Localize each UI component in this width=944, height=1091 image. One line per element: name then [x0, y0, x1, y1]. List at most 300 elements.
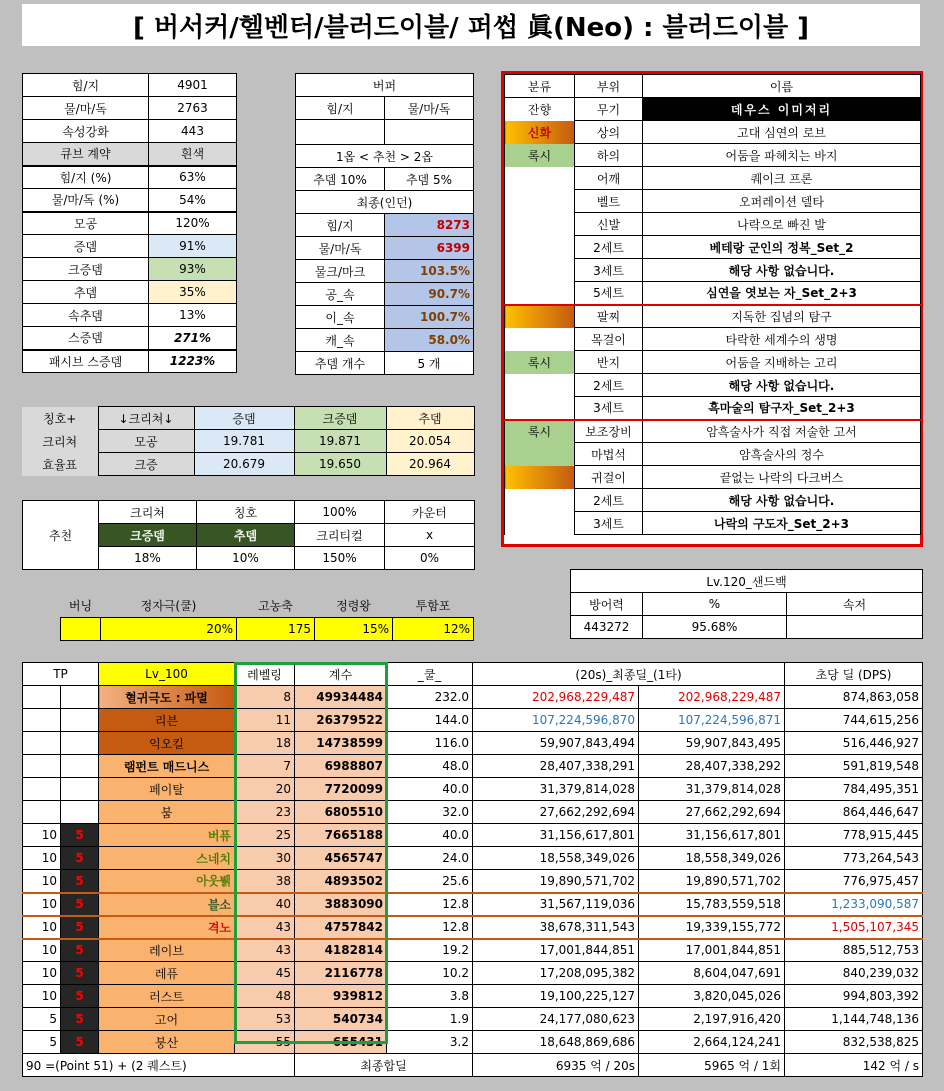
- skill-tp: 5: [23, 1031, 61, 1054]
- skill-name: 레이브: [99, 939, 235, 962]
- equipment-table: [504, 74, 921, 535]
- skill-dps: 994,803,392: [785, 985, 923, 1008]
- skill-leveling: 43: [235, 916, 295, 939]
- skill-cooldown: 3.8: [387, 985, 473, 1008]
- burn-v0: [61, 617, 101, 640]
- skill-damage-1hit: 202,968,229,487: [639, 686, 785, 709]
- crit-c2: 효율표: [22, 453, 98, 476]
- equip-category: [505, 259, 575, 282]
- equip-name[interactable]: 어둠을 파헤치는 바지: [643, 144, 921, 167]
- skill-cooldown: 12.8: [387, 893, 473, 916]
- skill-leveling: 48: [235, 985, 295, 1008]
- skill-cooldown: 32.0: [387, 801, 473, 824]
- burn-h2: 고농축: [237, 594, 315, 617]
- skill-tp-level: 5: [61, 893, 99, 916]
- equip-slot: 벨트: [575, 190, 643, 213]
- buffer-row-label: 이_속: [296, 306, 385, 329]
- buffer-row-label: 물/마/독: [296, 237, 385, 260]
- skill-cooldown: 25.6: [387, 870, 473, 893]
- skill-cooldown: 24.0: [387, 847, 473, 870]
- skill-cooldown: 40.0: [387, 778, 473, 801]
- skill-name: 페이탈: [99, 778, 235, 801]
- rec-h1: 칭호: [197, 501, 295, 524]
- equip-slot: 5세트: [575, 282, 643, 305]
- skill-cooldown: 3.2: [387, 1031, 473, 1054]
- skill-tp: [23, 709, 61, 732]
- buffer-v1: [296, 120, 385, 145]
- skill-tp: 5: [23, 1008, 61, 1031]
- buffer-row-value: 58.0%: [385, 329, 474, 352]
- burn-v1: 20%: [101, 617, 237, 640]
- buffer-row-value: 8273: [385, 214, 474, 237]
- stat-value: 2763: [149, 97, 237, 120]
- skill-coef: 4893502: [295, 870, 387, 893]
- skill-leveling: 20: [235, 778, 295, 801]
- stat-value: 13%: [149, 304, 237, 327]
- skill-leveling: 30: [235, 847, 295, 870]
- buffer-choice-1: 추뎀 10%: [296, 168, 385, 191]
- equip-category: [505, 167, 575, 190]
- equip-name[interactable]: 퀘이크 프론: [643, 167, 921, 190]
- buffer-row-value: 100.7%: [385, 306, 474, 329]
- skill-damage-20s: 27,662,292,694: [473, 801, 639, 824]
- skill-tp-level: [61, 686, 99, 709]
- stat-value: 63%: [149, 166, 237, 189]
- skill-name: 붕산: [99, 1031, 235, 1054]
- rec-label: 추천: [23, 501, 99, 570]
- skill-dps: 874,863,058: [785, 686, 923, 709]
- skill-coef: 6805510: [295, 801, 387, 824]
- equip-category: [505, 466, 575, 489]
- skill-coef: 4182814: [295, 939, 387, 962]
- equip-category: [505, 190, 575, 213]
- skill-leveling: 7: [235, 755, 295, 778]
- skill-tp-level: [61, 801, 99, 824]
- skill-coef: 4757842: [295, 916, 387, 939]
- equip-category: 잔향: [505, 98, 575, 121]
- stats-table: [22, 73, 237, 373]
- rec-v1-3: x: [385, 524, 475, 547]
- skill-name: 아웃뷁: [99, 870, 235, 893]
- burn-h3: 정령왕: [315, 594, 393, 617]
- equip-category: 록시: [505, 144, 575, 167]
- skill-dps: 840,239,032: [785, 962, 923, 985]
- buffer-count: 5 개: [385, 352, 474, 375]
- burn-v4: 12%: [393, 617, 474, 640]
- skill-tp-level: [61, 755, 99, 778]
- skill-dps: 1,144,748,136: [785, 1008, 923, 1031]
- skill-tp: 10: [23, 962, 61, 985]
- equip-name[interactable]: 끝없는 나락의 다크버스: [643, 466, 921, 489]
- skill-damage-1hit: 19,890,571,702: [639, 870, 785, 893]
- skill-tp-level: 5: [61, 1031, 99, 1054]
- crit-h0: ↓크리쳐↓: [98, 407, 194, 430]
- skill-name: 스네치: [99, 847, 235, 870]
- rec-v2-0: 18%: [99, 547, 197, 570]
- skills-footer-points: 90 =(Point 51) + (2 퀘스트): [23, 1054, 295, 1077]
- equip-category: 록시: [505, 420, 575, 443]
- sandbag-h0: 방어력: [571, 593, 643, 616]
- buffer-header: 버퍼: [296, 74, 474, 97]
- stat-value: 1223%: [149, 350, 237, 373]
- rec-v2-1: 10%: [197, 547, 295, 570]
- skill-cooldown: 232.0: [387, 686, 473, 709]
- sandbag-v1: 95.68%: [643, 616, 787, 639]
- burn-v2: 175: [237, 617, 315, 640]
- rec-v2-3: 0%: [385, 547, 475, 570]
- skill-damage-20s: 18,648,869,686: [473, 1031, 639, 1054]
- equip-category: [505, 489, 575, 512]
- stat-value: 54%: [149, 189, 237, 212]
- stat-value: 443: [149, 120, 237, 143]
- equip-slot: 보조장비: [575, 420, 643, 443]
- skill-name: 블소: [99, 893, 235, 916]
- equip-name[interactable]: 나락의 구도자_Set_2+3: [643, 512, 921, 535]
- skills-h-level: 레벨링: [235, 663, 295, 686]
- skill-damage-1hit: 3,820,045,026: [639, 985, 785, 1008]
- equip-category: [505, 282, 575, 305]
- equip-name[interactable]: 해당 사항 없습니다.: [643, 259, 921, 282]
- skill-name: 격노: [99, 916, 235, 939]
- crit-r1-1: 20.679: [194, 453, 294, 476]
- skill-tp: [23, 778, 61, 801]
- skill-tp: [23, 732, 61, 755]
- skill-tp: [23, 801, 61, 824]
- skill-tp-level: [61, 709, 99, 732]
- equip-slot: 귀걸이: [575, 466, 643, 489]
- buffer-row-label: 캐_속: [296, 329, 385, 352]
- skills-footer-dps: 142 억 / s: [785, 1054, 923, 1077]
- sandbag-v2: [787, 616, 923, 639]
- stat-value: 120%: [149, 212, 237, 235]
- buffer-row-label: 공_속: [296, 283, 385, 306]
- equip-name[interactable]: 나락으로 빠진 발: [643, 213, 921, 236]
- equip-category: [505, 305, 575, 328]
- burning-table: [60, 594, 474, 641]
- crit-h3: 추뎀: [386, 407, 474, 430]
- recommend-table: [22, 500, 475, 570]
- stat-value: 271%: [149, 327, 237, 350]
- equip-name[interactable]: 오퍼레이션 델타: [643, 190, 921, 213]
- skill-tp: [23, 686, 61, 709]
- skill-leveling: 18: [235, 732, 295, 755]
- buffer-row-label: 물크/마크: [296, 260, 385, 283]
- buffer-v2: [385, 120, 474, 145]
- skill-name: 고어: [99, 1008, 235, 1031]
- skill-damage-20s: 24,177,080,623: [473, 1008, 639, 1031]
- stat-label: 모공: [23, 212, 149, 235]
- rec-v1-2: 크리티컬: [295, 524, 385, 547]
- skill-leveling: 43: [235, 939, 295, 962]
- equip-name[interactable]: 해당 사항 없습니다.: [643, 489, 921, 512]
- stat-value: 흰색: [149, 143, 237, 166]
- skill-leveling: 11: [235, 709, 295, 732]
- buffer-final: 최종(인던): [296, 191, 474, 214]
- skill-damage-20s: 31,379,814,028: [473, 778, 639, 801]
- sandbag-table: [570, 569, 923, 639]
- equip-slot: 상의: [575, 121, 643, 144]
- buffer-choice-2: 추뎀 5%: [385, 168, 474, 191]
- equip-slot: 2세트: [575, 489, 643, 512]
- skills-panel: [22, 662, 922, 1073]
- equip-name[interactable]: 고대 심연의 로브: [643, 121, 921, 144]
- skill-leveling: 25: [235, 824, 295, 847]
- equip-slot: 팔찌: [575, 305, 643, 328]
- equip-slot: 2세트: [575, 236, 643, 259]
- equip-name[interactable]: 해당 사항 없습니다.: [643, 374, 921, 397]
- stat-label: 속추뎀: [23, 304, 149, 327]
- skills-h-damage: (20s)_최종딜_(1타): [473, 663, 785, 686]
- sandbag-v0: 443272: [571, 616, 643, 639]
- stat-label: 패시브 스증뎀: [23, 350, 149, 373]
- skill-dps: 773,264,543: [785, 847, 923, 870]
- skill-dps: 784,495,351: [785, 778, 923, 801]
- rec-h3: 카운터: [385, 501, 475, 524]
- skill-damage-20s: 19,890,571,702: [473, 870, 639, 893]
- skill-coef: 26379522: [295, 709, 387, 732]
- skill-damage-20s: 18,558,349,026: [473, 847, 639, 870]
- skill-damage-20s: 17,208,095,382: [473, 962, 639, 985]
- burn-h0: 버닝: [61, 594, 101, 617]
- skill-damage-1hit: 15,783,559,518: [639, 893, 785, 916]
- equip-slot: 목걸이: [575, 328, 643, 351]
- buffer-h1: 힘/지: [296, 97, 385, 120]
- skill-dps: 778,915,445: [785, 824, 923, 847]
- skill-dps: 776,975,457: [785, 870, 923, 893]
- stat-label: 속성강화: [23, 120, 149, 143]
- equip-h-name: 이름: [643, 75, 921, 98]
- rec-h0: 크리쳐: [99, 501, 197, 524]
- skills-h-lv: Lv_100: [99, 663, 235, 686]
- stat-label: 추뎀: [23, 281, 149, 304]
- skill-name: 혈귀극도 : 파멸: [99, 686, 235, 709]
- stat-label: 증뎀: [23, 235, 149, 258]
- skill-damage-1hit: 28,407,338,292: [639, 755, 785, 778]
- equip-category: [505, 328, 575, 351]
- stat-label: 힘/지: [23, 74, 149, 97]
- skill-cooldown: 12.8: [387, 916, 473, 939]
- skill-dps: 864,446,647: [785, 801, 923, 824]
- skill-cooldown: 116.0: [387, 732, 473, 755]
- equip-category: [505, 443, 575, 466]
- skill-damage-1hit: 59,907,843,495: [639, 732, 785, 755]
- skill-damage-20s: 38,678,311,543: [473, 916, 639, 939]
- skills-table: [22, 662, 923, 1077]
- buffer-row-value: 103.5%: [385, 260, 474, 283]
- crit-r1-0: 크증: [98, 453, 194, 476]
- rec-v1-0: 크증뎀: [99, 524, 197, 547]
- skill-tp: 10: [23, 870, 61, 893]
- skill-tp: 10: [23, 939, 61, 962]
- stat-label: 큐브 계약: [23, 143, 149, 166]
- skill-tp-level: 5: [61, 824, 99, 847]
- skill-damage-20s: 31,156,617,801: [473, 824, 639, 847]
- skill-dps: 885,512,753: [785, 939, 923, 962]
- equip-name[interactable]: 암흑술사가 직접 저술한 고서: [643, 420, 921, 443]
- skills-h-coef: 계수: [295, 663, 387, 686]
- skill-damage-20s: 31,567,119,036: [473, 893, 639, 916]
- buffer-count-label: 추뎀 개수: [296, 352, 385, 375]
- skill-tp-level: [61, 778, 99, 801]
- skill-coef: 7720099: [295, 778, 387, 801]
- skill-leveling: 55: [235, 1031, 295, 1054]
- equip-slot: 하의: [575, 144, 643, 167]
- equip-category: [505, 512, 575, 535]
- skill-dps: 1,233,090,587: [785, 893, 923, 916]
- buffer-row-value: 90.7%: [385, 283, 474, 306]
- skill-tp: 10: [23, 847, 61, 870]
- equip-name[interactable]: 데우스 이미저리: [643, 98, 921, 121]
- skill-leveling: 38: [235, 870, 295, 893]
- skill-tp-level: 5: [61, 847, 99, 870]
- equip-name[interactable]: 흑마술의 탐구자_Set_2+3: [643, 397, 921, 420]
- equip-category: 록시: [505, 351, 575, 374]
- skill-dps: 516,446,927: [785, 732, 923, 755]
- skill-damage-20s: 107,224,596,870: [473, 709, 639, 732]
- buffer-h2: 물/마/독: [385, 97, 474, 120]
- burn-v3: 15%: [315, 617, 393, 640]
- equip-category: [505, 374, 575, 397]
- crit-r1-3: 20.964: [386, 453, 474, 476]
- sandbag-h2: 속저: [787, 593, 923, 616]
- skill-damage-1hit: 107,224,596,871: [639, 709, 785, 732]
- equip-category: 신화: [505, 121, 575, 144]
- stat-label: 물/마/독 (%): [23, 189, 149, 212]
- equip-category: [505, 213, 575, 236]
- crit-r1-2: 19.650: [294, 453, 386, 476]
- skill-damage-1hit: 31,156,617,801: [639, 824, 785, 847]
- skill-leveling: 53: [235, 1008, 295, 1031]
- skill-name: 러스트: [99, 985, 235, 1008]
- equip-slot: 3세트: [575, 512, 643, 535]
- equip-h-slot: 부위: [575, 75, 643, 98]
- rec-v1-1: 추뎀: [197, 524, 295, 547]
- sandbag-h1: %: [643, 593, 787, 616]
- equip-name[interactable]: 지독한 집념의 탐구: [643, 305, 921, 328]
- skill-tp-level: 5: [61, 962, 99, 985]
- equip-name[interactable]: 암흑술사의 정수: [643, 443, 921, 466]
- crit-c0: 칭호+: [22, 407, 98, 430]
- skill-damage-1hit: 17,001,844,851: [639, 939, 785, 962]
- skill-tp-level: 5: [61, 1008, 99, 1031]
- equipment-panel: [501, 71, 923, 547]
- skill-cooldown: 144.0: [387, 709, 473, 732]
- buffer-row-value: 6399: [385, 237, 474, 260]
- equip-slot: 반지: [575, 351, 643, 374]
- stat-label: 물/마/독: [23, 97, 149, 120]
- skill-coef: 49934484: [295, 686, 387, 709]
- skill-coef: 3883090: [295, 893, 387, 916]
- equip-category: [505, 397, 575, 420]
- skill-tp-level: 5: [61, 916, 99, 939]
- skill-cooldown: 10.2: [387, 962, 473, 985]
- skill-name: 램펀트 매드니스: [99, 755, 235, 778]
- skill-tp-level: 5: [61, 985, 99, 1008]
- skills-h-tp: TP: [23, 663, 99, 686]
- skill-damage-20s: 17,001,844,851: [473, 939, 639, 962]
- skill-leveling: 8: [235, 686, 295, 709]
- crit-r0-3: 20.054: [386, 430, 474, 453]
- skill-tp: 10: [23, 985, 61, 1008]
- equip-name[interactable]: 베테랑 군인의 정복_Set_2: [643, 236, 921, 259]
- skill-tp: 10: [23, 916, 61, 939]
- skill-coef: 7665188: [295, 824, 387, 847]
- equip-name[interactable]: 어둠을 지배하는 고리: [643, 351, 921, 374]
- crit-h2: 크증뎀: [294, 407, 386, 430]
- skill-name: 버퓨: [99, 824, 235, 847]
- skill-tp-level: [61, 732, 99, 755]
- stat-value: 93%: [149, 258, 237, 281]
- equip-slot: 3세트: [575, 397, 643, 420]
- skill-coef: 655431: [295, 1031, 387, 1054]
- creature-table: [22, 406, 475, 476]
- skill-name: 리븐: [99, 709, 235, 732]
- buffer-table: [295, 73, 474, 375]
- skill-coef: 4565747: [295, 847, 387, 870]
- skill-tp-level: 5: [61, 870, 99, 893]
- stat-value: 4901: [149, 74, 237, 97]
- skill-damage-1hit: 19,339,155,772: [639, 916, 785, 939]
- title-bar: [22, 4, 920, 46]
- skill-coef: 939812: [295, 985, 387, 1008]
- skill-leveling: 23: [235, 801, 295, 824]
- skill-damage-20s: 28,407,338,291: [473, 755, 639, 778]
- skill-dps: 832,538,825: [785, 1031, 923, 1054]
- stat-label: 스증뎀: [23, 327, 149, 350]
- skill-damage-1hit: 2,664,124,241: [639, 1031, 785, 1054]
- skill-leveling: 40: [235, 893, 295, 916]
- skill-name: 붐: [99, 801, 235, 824]
- buffer-row-label: 힘/지: [296, 214, 385, 237]
- crit-r0-2: 19.871: [294, 430, 386, 453]
- skills-footer-20s: 6935 억 / 20s: [473, 1054, 639, 1077]
- crit-r0-0: 모공: [98, 430, 194, 453]
- skill-cooldown: 40.0: [387, 824, 473, 847]
- crit-h1: 증뎀: [194, 407, 294, 430]
- skill-coef: 540734: [295, 1008, 387, 1031]
- skill-dps: 1,505,107,345: [785, 916, 923, 939]
- stat-value: 35%: [149, 281, 237, 304]
- skill-coef: 6988807: [295, 755, 387, 778]
- equip-slot: 신발: [575, 213, 643, 236]
- equip-slot: 3세트: [575, 259, 643, 282]
- skill-dps: 744,615,256: [785, 709, 923, 732]
- crit-r0-1: 19.781: [194, 430, 294, 453]
- skill-cooldown: 1.9: [387, 1008, 473, 1031]
- skills-footer-1hit: 5965 억 / 1회: [639, 1054, 785, 1077]
- skill-tp: [23, 755, 61, 778]
- rec-h2: 100%: [295, 501, 385, 524]
- sandbag-title: Lv.120_샌드백: [571, 570, 923, 593]
- skill-coef: 14738599: [295, 732, 387, 755]
- skills-h-cool: _쿨_: [387, 663, 473, 686]
- skill-name: 익오킬: [99, 732, 235, 755]
- equip-slot: 무기: [575, 98, 643, 121]
- equip-category: [505, 236, 575, 259]
- skill-damage-20s: 202,968,229,487: [473, 686, 639, 709]
- equip-name[interactable]: 타락한 세계수의 생명: [643, 328, 921, 351]
- skill-cooldown: 19.2: [387, 939, 473, 962]
- stat-label: 크증뎀: [23, 258, 149, 281]
- equip-slot: 2세트: [575, 374, 643, 397]
- burn-h4: 투함포: [393, 594, 474, 617]
- burn-h1: 정자극(쿨): [101, 594, 237, 617]
- equip-name[interactable]: 심연을 엿보는 자_Set_2+3: [643, 282, 921, 305]
- buffer-option: 1옵 < 추천 > 2옵: [296, 145, 474, 168]
- skill-dps: 591,819,548: [785, 755, 923, 778]
- skill-damage-1hit: 2,197,916,420: [639, 1008, 785, 1031]
- page-title: [ 버서커/헬벤터/블러드이블/ 퍼썹 眞(Neo) : 블러드이블 ]: [132, 12, 810, 43]
